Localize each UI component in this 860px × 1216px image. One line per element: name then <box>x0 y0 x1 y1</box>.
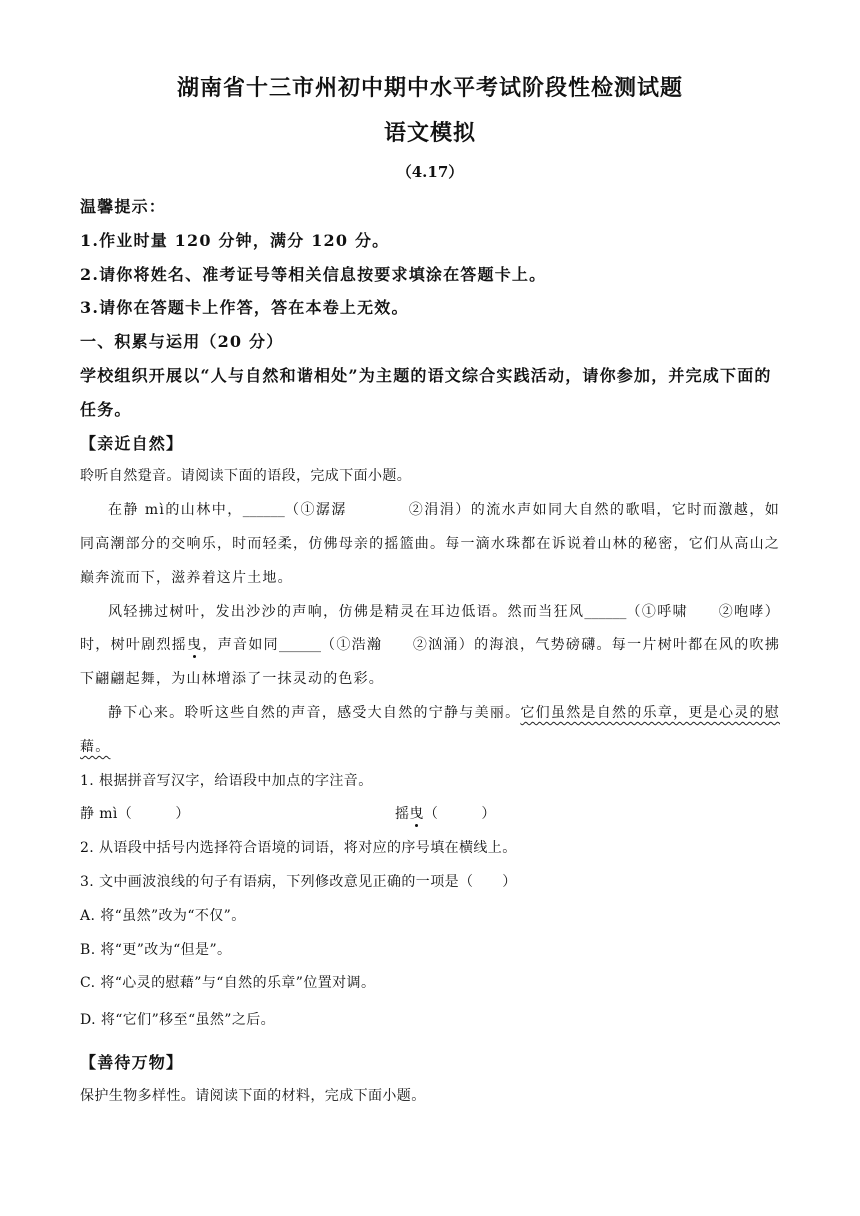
option-d: D. 将“它们”移至“虽然”之后。 <box>80 1012 276 1029</box>
passage-text: 风轻拂过树叶，发出沙沙的声响，仿佛是精灵在耳边低语。然而当狂风 <box>108 603 585 620</box>
reading-passage <box>80 494 780 764</box>
emphasis-dot-char: 曳 <box>409 806 424 823</box>
part-heading-nature: 【亲近自然】 <box>80 433 184 453</box>
notice-item-3: 3.请你在答题卡上作答，答在本卷上无效。 <box>80 298 409 318</box>
notice-block <box>80 190 780 325</box>
section-intro: 学校组织开展以“人与自然和谐相处”为主题的语文综合实践活动，请你参加，并完成下面的任务。 <box>80 365 772 419</box>
passage-text: （①浩瀚 ②汹涌）的海浪，气势磅礴。每一片树叶都在风的吹拂下翩翩起舞，为山林增添了一抹灵动的色彩。 <box>80 637 781 688</box>
part-lead-creatures: 保护生物多样性。请阅读下面的材料，完成下面小题。 <box>80 1087 426 1104</box>
fill-blank: ______ <box>278 637 321 654</box>
section-heading: 一、积累与运用（20 分） <box>80 332 284 352</box>
part-lead-nature: 聆听自然跫音。请阅读下面的语段，完成下面小题。 <box>80 468 412 485</box>
passage-text: （①呼啸 ②咆哮）时，树叶剧烈摇 <box>80 603 781 654</box>
pinyin-fill-item: 静 mì（ ） <box>80 806 190 823</box>
notice-heading: 温馨提示： <box>80 197 167 216</box>
question-1 <box>80 765 780 833</box>
notice-item-1: 1.作业时量 120 分钟，满分 120 分。 <box>80 230 390 250</box>
question-2: 2. 从语段中括号内选择符合语境的词语，将对应的序号填在横线上。 <box>80 840 517 857</box>
annotate-fill-suffix: （ ） <box>423 806 496 823</box>
option-b: B. 将“更”改为“但是”。 <box>80 941 232 958</box>
question-stem: 1. 根据拼音写汉字，给语段中加点的字注音。 <box>80 772 373 789</box>
annotate-fill-prefix: 摇 <box>395 806 410 823</box>
option-c: C. 将“心灵的慰藉”与“自然的乐章”位置对调。 <box>80 975 376 992</box>
passage-text: 在静 mì的山林中， <box>108 502 243 519</box>
passage-text: 静下心来。聆听这些自然的声音，感受大自然的宁静与美丽。 <box>108 704 521 721</box>
passage-paragraph-1 <box>80 494 780 595</box>
fill-blank: ______ <box>242 502 285 519</box>
notice-item-2: 2.请你将姓名、准考证号等相关信息按要求填涂在答题卡上。 <box>80 264 547 284</box>
exam-date: （4.17） <box>396 163 464 181</box>
exam-title: 湖南省十三市州初中期中水平考试阶段性检测试题 <box>176 75 683 101</box>
wavy-underlined-sentence: 它们虽然是自然的乐章，更是心灵的慰藉。 <box>80 704 780 755</box>
question-stem: 3. 文中画波浪线的句子有语病，下列修改意见正确的一项是（ ） <box>80 873 517 890</box>
fill-blank: ______ <box>584 603 627 620</box>
passage-text: ，声音如同 <box>202 637 279 654</box>
exam-subtitle: 语文模拟 <box>383 120 476 146</box>
option-a: A. 将“虽然”改为“不仅”。 <box>80 907 246 924</box>
part-heading-creatures: 【善待万物】 <box>80 1052 184 1072</box>
question-3 <box>80 866 780 1038</box>
passage-paragraph-3 <box>80 697 780 765</box>
passage-text: （①潺潺 ②涓涓）的流水声如同大自然的歌唱，它时而激越，如同高潮部分的交响乐，时而轻柔，仿佛母亲的摇篮曲。每一滴水珠都在诉说着山林的秘密，它们从高山之巅奔流而下，滋养着这片土地。 <box>80 502 780 586</box>
passage-paragraph-2 <box>80 596 780 697</box>
question-fill-row <box>80 798 780 832</box>
emphasis-dot-char: 曳 <box>187 637 203 654</box>
